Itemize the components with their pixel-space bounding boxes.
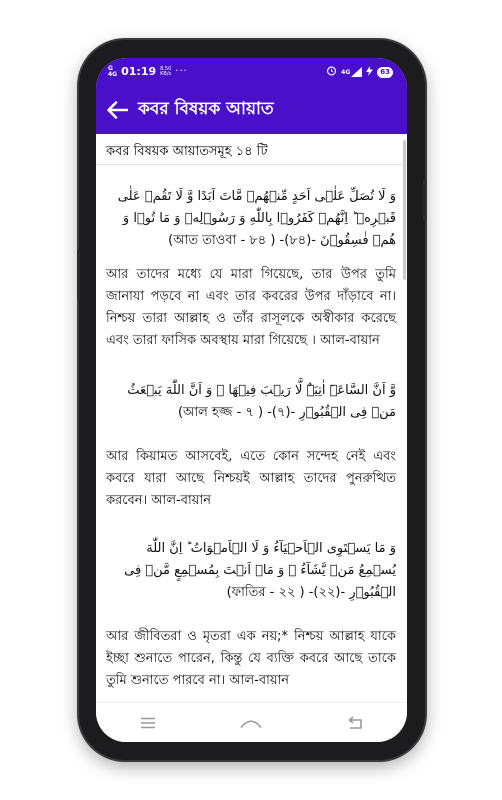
charging-icon: [366, 66, 373, 79]
more-notifications-icon: ···: [175, 66, 188, 77]
content-area[interactable]: [96, 134, 407, 702]
system-nav-bar: [96, 702, 407, 742]
divider: [96, 164, 407, 165]
menu-icon[interactable]: [128, 708, 168, 738]
arabic-verse: وَ مَا یَسۡتَوِی الۡاَحۡیَآءُ وَ لَا الۡاَمۡوَاتُ ؕ اِنَّ اللّٰهَ یُسۡمِعُ مَنۡ یَّشَآءُ ۚ وَ مَاۤ اَنۡتَ بِمُسۡمِعٍ مَّنۡ فِی الۡقُبُوۡرِ -(২২)- ( ফাতির - ২২): [124, 541, 396, 600]
network-speed: 8.50 KB/s: [160, 65, 172, 77]
status-time: 01:19: [121, 65, 157, 78]
network-indicator: G 4G: [108, 64, 118, 78]
bangla-translation: আর কিয়ামত আসবেই, এতে কোন সন্দেহ নেই এবং কবরে যারা আছে নিশ্চয়ই আল্লাহ তাদের পুনরুত্থিত করবেন। আল-বায়ান: [106, 449, 396, 508]
arabic-verse: وَّ اَنَّ السَّاعَۃَ اٰتِیَۃٌ لَّا رَیۡبَ فِیۡهَا ۙ وَ اَنَّ اللّٰهَ یَبۡعَثُ مَنۡ فِی الۡقُبُوۡرِ -(৭)- ( আল হজ্জ - ৭): [127, 383, 396, 420]
bangla-translation: আর জীবিতরা ও মৃতরা এক নয়;* নিশ্চয় আল্লাহ যাকে ইচ্ছা শুনাতে পারেন, কিন্তু যে ব্যক্তি কবরে আছে তাকে তুমি শুনাতে পারবে না। আল-বায়ান: [106, 629, 396, 688]
back-icon[interactable]: [335, 708, 375, 738]
alarm-icon: [326, 65, 337, 79]
page-title: কবর বিষয়ক আয়াত: [138, 99, 274, 119]
bangla-translation: আর তাদের মধ্যে যে মারা গিয়েছে, তার উপর তুমি জানাযা পড়বে না এবং তার কবরের উপর দাঁড়াবে না। নিশ্চয় তারা আল্লাহ ও তাঁর রাসূলকে অস্বীকার করেছে এবং তারা ফাসিক অবস্থায় মারা গিয়েছে । আল-বায়ান: [106, 267, 396, 348]
signal-icon: 4G: [341, 67, 362, 77]
back-arrow-icon[interactable]: [100, 93, 134, 127]
scrollbar[interactable]: [403, 140, 406, 280]
battery-indicator: 63: [377, 67, 393, 78]
ayah-count-heading: কবর বিষয়ক আয়াতসমূহ ১৪ টি: [106, 144, 268, 159]
status-bar: [96, 58, 407, 86]
arabic-verse: وَ لَا تُصَلِّ عَلٰۤی اَحَدٍ مِّنۡهُمۡ مَّاتَ اَبَدًا وَّ لَا تَقُمۡ عَلٰی قَبۡرِهٖ ؕ اِنَّهُمۡ كَفَرُوۡا بِاللّٰهِ وَ رَسُوۡلِهٖ وَ مَا تُوۡا وَ هُمۡ فٰسِقُوۡنَ -(৮৪)- ( আত তাওবা - ৮৪): [117, 189, 396, 248]
screen: [96, 58, 407, 742]
volume-button: [423, 180, 426, 220]
app-bar: [96, 86, 407, 134]
home-icon[interactable]: [231, 708, 271, 738]
power-button: [77, 250, 80, 300]
